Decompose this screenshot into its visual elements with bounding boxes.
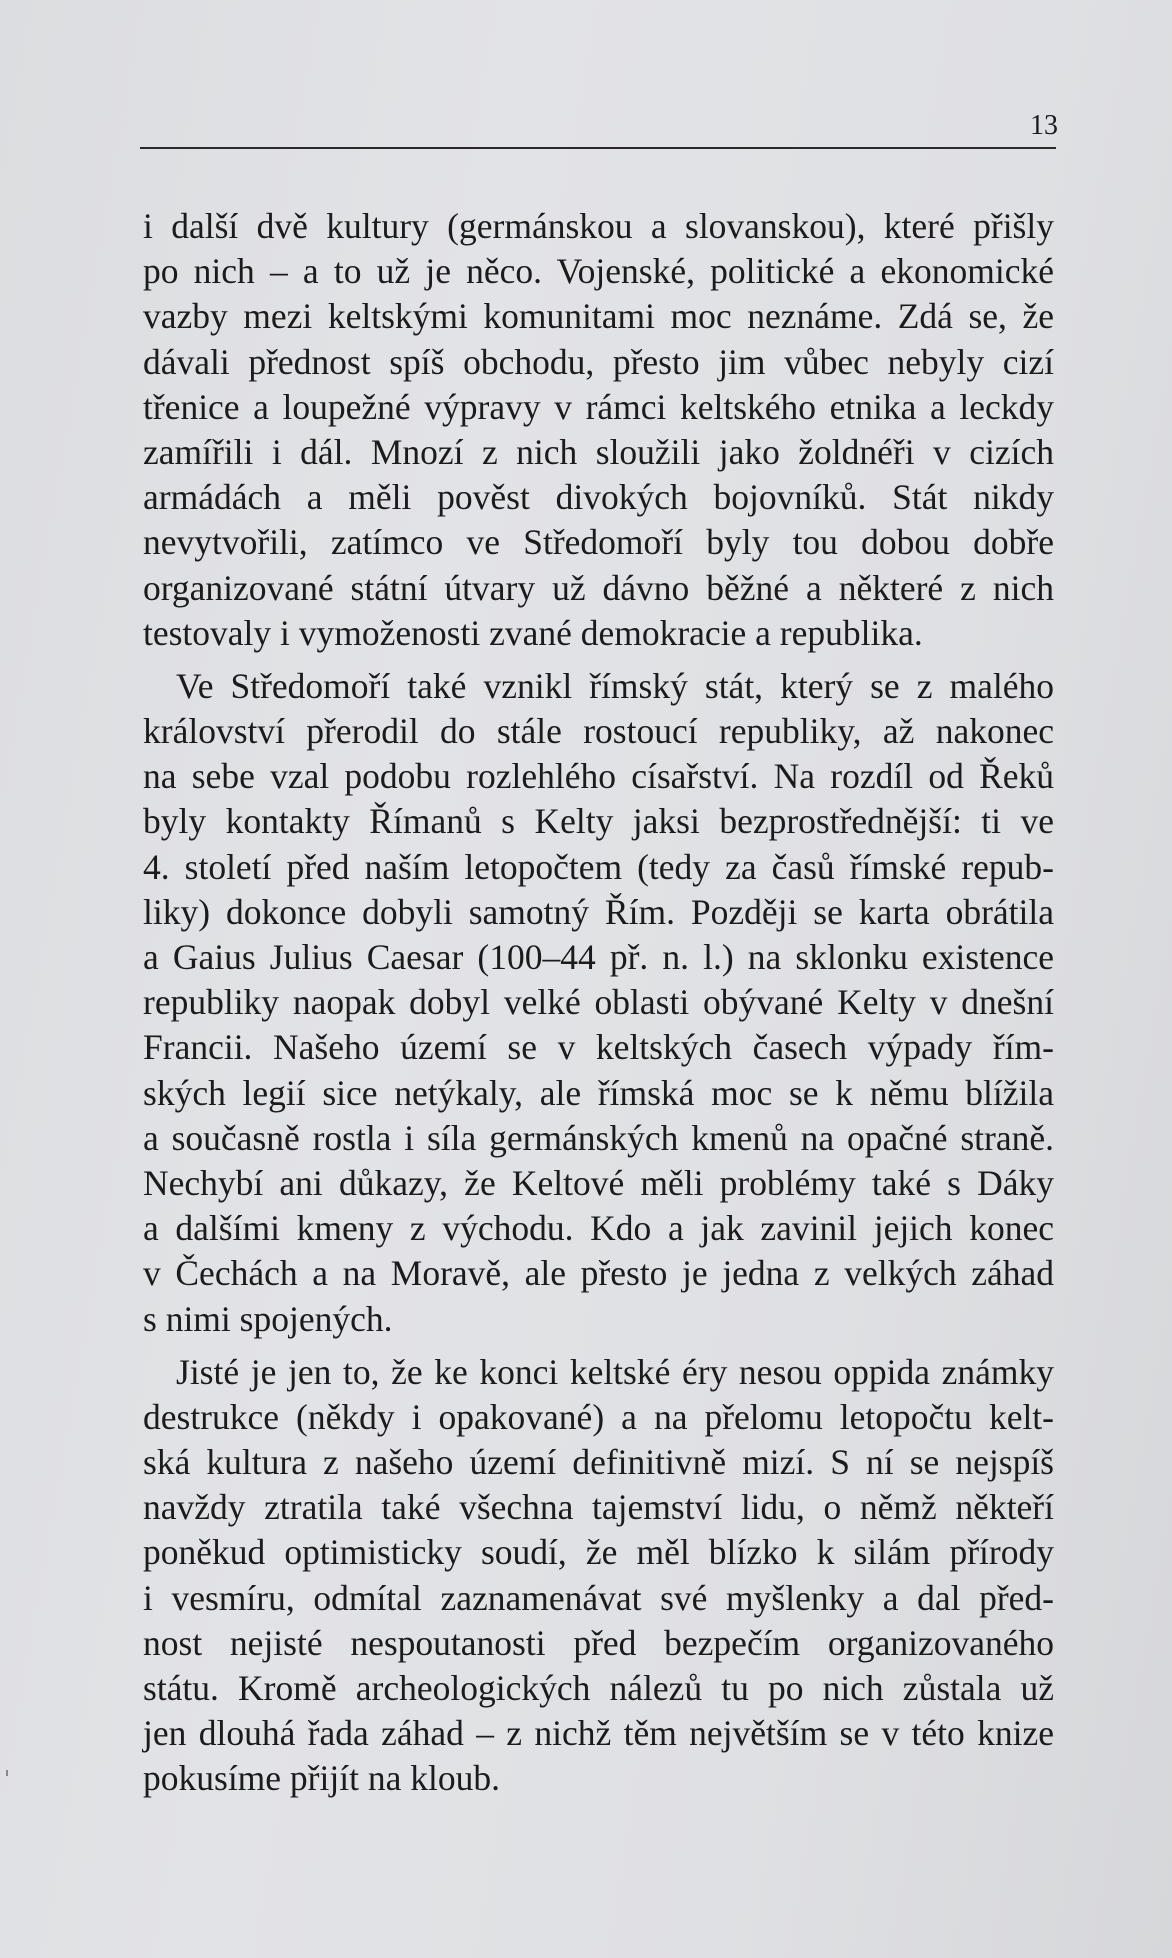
- text-line: zamířili i dál. Mnozí z nich sloužili jako žoldnéři v cizích: [143, 431, 1054, 472]
- text-line: vazby mezi keltskými komunitami moc neznáme. Zdá se, že: [143, 296, 1054, 337]
- header-rule: [140, 147, 1056, 149]
- text-line: s nimi spojených.: [143, 1298, 393, 1339]
- text-line: Jisté je jen to, že ke konci keltské éry nesou oppida známky: [176, 1351, 1054, 1392]
- text-line: liky) dokonce dobyli samotný Řím. Později se karta obrátila: [143, 891, 1054, 932]
- text-line: organizované státní útvary už dávno běžné a některé z nich: [143, 567, 1054, 608]
- text-line: v Čechách a na Moravě, ale přesto je jedna z velkých záhad: [143, 1253, 1054, 1294]
- page-number: 13: [1030, 110, 1058, 141]
- text-line: i vesmíru, odmítal zaznamenávat své myšlenky a dal před-: [143, 1577, 1054, 1618]
- text-line: 4. století před naším letopočtem (tedy za časů římské repub-: [143, 846, 1054, 887]
- text-line: ských legií sice netýkaly, ale římská moc se k němu blížila: [143, 1072, 1054, 1113]
- text-line: nevytvořili, zatímco ve Středomoří byly tou dobou dobře: [143, 522, 1054, 563]
- paragraph: [143, 664, 1054, 1342]
- text-line: testovaly i vymoženosti zvané demokracie a republika.: [143, 612, 923, 653]
- text-line: byly kontakty Římanů s Kelty jaksi bezprostřednější: ti ve: [143, 801, 1054, 842]
- text-line: a Gaius Julius Caesar (100–44 př. n. l.) na sklonku existence: [143, 937, 1054, 977]
- text-line: ská kultura z našeho území definitivně mizí. S ní se nejspíš: [143, 1442, 1054, 1483]
- text-line: království přerodil do stále rostoucí republiky, až nakonec: [143, 711, 1054, 752]
- text-line: armádách a měli pověst divokých bojovníků. Stát nikdy: [143, 477, 1054, 518]
- text-line: nost nejisté nespoutanosti před bezpečím organizovaného: [143, 1622, 1054, 1663]
- paragraph: [143, 204, 1054, 656]
- body-text: [143, 204, 1054, 1802]
- text-line: a současně rostla i síla germánských kmenů na opačné straně.: [143, 1117, 1054, 1158]
- text-line: na sebe vzal podobu rozlehlého císařství. Na rozdíl od Řeků: [143, 756, 1054, 797]
- text-line: po nich – a to už je něco. Vojenské, politické a ekonomické: [143, 251, 1054, 292]
- text-line: i další dvě kultury (germánskou a slovanskou), které přišly: [143, 206, 1054, 246]
- text-line: a dalšími kmeny z východu. Kdo a jak zavinil jejich konec: [143, 1208, 1054, 1249]
- text-line: třenice a loupežné výpravy v rámci keltského etnika a leckdy: [143, 386, 1054, 427]
- text-line: státu. Kromě archeologických nálezů tu po nich zůstala už: [143, 1668, 1054, 1708]
- page-speck: [6, 1770, 8, 1776]
- text-line: Nechybí ani důkazy, že Keltové měli problémy také s Dáky: [143, 1162, 1054, 1203]
- text-line: pokusíme přijít na kloub.: [143, 1758, 500, 1799]
- paragraph: [143, 1350, 1054, 1802]
- text-line: poněkud optimisticky soudí, že měl blízko k silám přírody: [143, 1532, 1054, 1573]
- text-line: jen dlouhá řada záhad – z nichž těm největším se v této knize: [143, 1713, 1054, 1754]
- text-line: dávali přednost spíš obchodu, přesto jim vůbec nebyly cizí: [143, 341, 1054, 382]
- text-line: destrukce (někdy i opakované) a na přelomu letopočtu kelt-: [143, 1396, 1054, 1437]
- text-line: Ve Středomoří také vznikl římský stát, který se z malého: [176, 665, 1054, 706]
- text-line: republiky naopak dobyl velké oblasti obývané Kelty v dnešní: [143, 982, 1054, 1023]
- text-line: navždy ztratila také všechna tajemství lidu, o němž někteří: [143, 1487, 1054, 1528]
- text-line: Francii. Našeho území se v keltských časech výpady řím-: [143, 1027, 1054, 1068]
